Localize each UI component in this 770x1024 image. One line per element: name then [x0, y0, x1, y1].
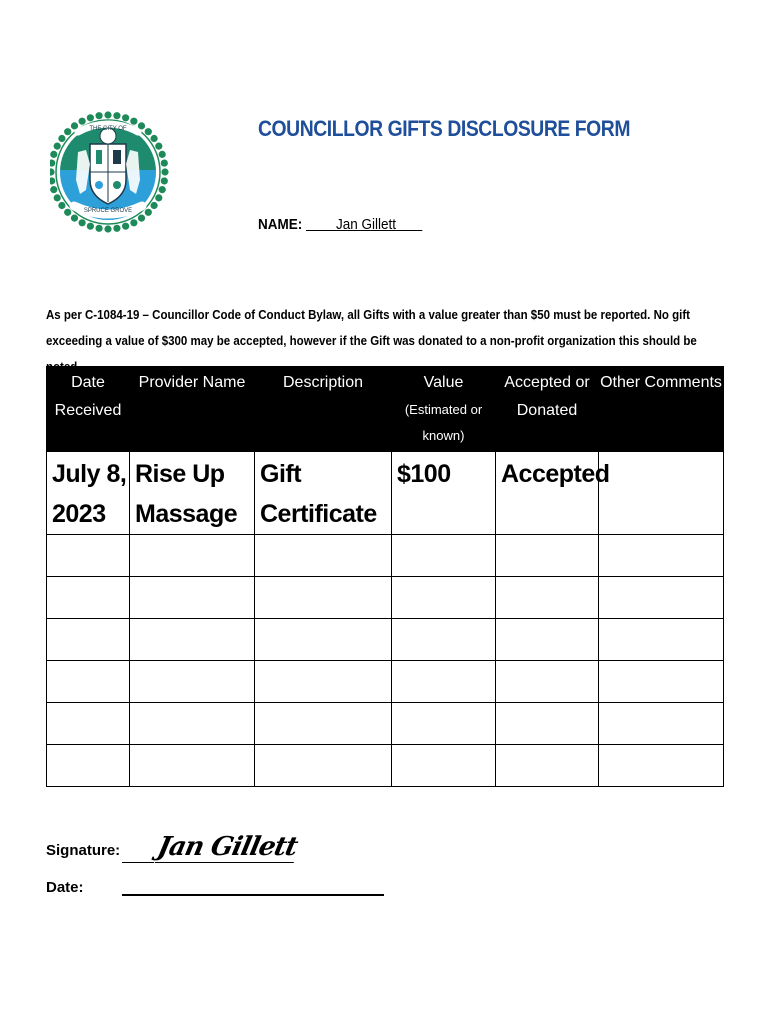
table-row: [47, 535, 724, 577]
seal-bead: [145, 209, 152, 216]
city-seal-logo: [50, 72, 170, 272]
seal-bead: [50, 177, 55, 184]
empty-cell[interactable]: [255, 703, 392, 745]
empty-cell[interactable]: [255, 661, 392, 703]
seal-bead: [113, 112, 120, 119]
empty-cell[interactable]: [130, 619, 255, 661]
seal-bottom-text: SPRUCE GROVE: [83, 208, 133, 214]
date-input-line[interactable]: [122, 878, 384, 896]
seal-bead: [151, 202, 158, 209]
empty-cell[interactable]: [599, 535, 724, 577]
empty-cell[interactable]: [255, 745, 392, 787]
date-label: Date:: [46, 879, 84, 896]
empty-cell[interactable]: [496, 661, 599, 703]
empty-cell[interactable]: [496, 535, 599, 577]
seal-bead: [122, 114, 129, 121]
seal-bead: [159, 186, 166, 193]
seal-bead: [145, 128, 152, 135]
empty-cell[interactable]: [47, 745, 130, 787]
empty-cell[interactable]: [496, 619, 599, 661]
table-row: [47, 661, 724, 703]
seal-bead: [87, 223, 94, 230]
empty-cell[interactable]: [392, 535, 496, 577]
header-description: Description: [255, 367, 392, 452]
empty-cell[interactable]: [392, 577, 496, 619]
header-value-sub: (Estimated or known): [404, 402, 483, 443]
seal-bead: [58, 135, 65, 142]
name-label: NAME:: [258, 216, 303, 233]
empty-cell[interactable]: [47, 619, 130, 661]
seal-bead: [113, 225, 120, 232]
seal-bead: [50, 151, 57, 158]
empty-cell[interactable]: [130, 703, 255, 745]
seal-bead: [95, 112, 102, 119]
table-row: [47, 703, 724, 745]
empty-cell[interactable]: [496, 577, 599, 619]
seal-bead: [122, 223, 129, 230]
seal-bead: [95, 225, 102, 232]
intro-paragraph: As per C-1084-19 – Councillor Code of Conduct Bylaw, all Gifts with a value greater than $50 must be reported. No gift exceeding a value of $300 may be accepted, however if the Gift was donated to a non-profit organization this should be: [46, 307, 697, 348]
seal-bead: [71, 215, 78, 222]
empty-cell[interactable]: [130, 745, 255, 787]
table-row: [47, 452, 724, 535]
seal-bead: [155, 143, 162, 150]
header-accepted-donated: Accepted or Donated: [496, 367, 599, 452]
signature-value[interactable]: Jan Gillett: [155, 832, 301, 862]
seal-bead: [155, 194, 162, 201]
header-provider-name: Provider Name: [130, 367, 255, 452]
empty-cell[interactable]: [130, 577, 255, 619]
empty-cell[interactable]: [496, 745, 599, 787]
gifts-table: [46, 366, 724, 787]
empty-cell[interactable]: [392, 661, 496, 703]
cell-description[interactable]: Gift Certificate: [255, 452, 392, 535]
name-value[interactable]: Jan Gillett: [336, 216, 397, 233]
empty-cell[interactable]: [392, 703, 496, 745]
signature-label: Signature:: [46, 842, 121, 859]
table-header-row: [47, 367, 724, 452]
seal-bead: [130, 118, 137, 125]
empty-cell[interactable]: [599, 661, 724, 703]
empty-cell[interactable]: [392, 619, 496, 661]
seal-bead: [87, 114, 94, 121]
empty-cell[interactable]: [130, 661, 255, 703]
header-value: Value (Estimated or known): [392, 367, 496, 452]
cell-accepted-donated[interactable]: Accepted: [496, 452, 599, 535]
seal-bead: [58, 202, 65, 209]
seal-bead: [159, 151, 166, 158]
table-row: [47, 745, 724, 787]
seal-top-text: THE CITY OF: [89, 126, 127, 132]
seal-bead: [151, 135, 158, 142]
seal-bead: [50, 186, 57, 193]
name-field: [258, 216, 422, 233]
name-underline-right: [396, 216, 422, 233]
empty-cell[interactable]: [47, 661, 130, 703]
header-other-comments: Other Comments: [599, 367, 724, 452]
seal-bead: [50, 168, 55, 175]
empty-cell[interactable]: [47, 535, 130, 577]
empty-cell[interactable]: [392, 745, 496, 787]
signature-underline: [122, 844, 154, 863]
empty-cell[interactable]: [130, 535, 255, 577]
empty-cell[interactable]: [47, 577, 130, 619]
empty-cell[interactable]: [255, 577, 392, 619]
seal-bead: [130, 219, 137, 226]
empty-cell[interactable]: [255, 535, 392, 577]
seal-bead: [54, 143, 61, 150]
empty-cell[interactable]: [47, 703, 130, 745]
seal-bead: [138, 215, 145, 222]
seal-bead: [64, 209, 71, 216]
seal-bead: [54, 194, 61, 201]
seal-bead: [104, 111, 111, 118]
cell-value[interactable]: $100: [392, 452, 496, 535]
seal-bead: [161, 168, 168, 175]
seal-bead: [138, 122, 145, 129]
seal-bead: [161, 177, 168, 184]
date-field: [46, 878, 384, 896]
seal-bead: [71, 122, 78, 129]
seal-bead: [161, 159, 168, 166]
name-underline-left: [306, 216, 336, 233]
signature-field: [46, 832, 301, 863]
empty-cell[interactable]: [599, 619, 724, 661]
seal-icon: [50, 72, 170, 272]
table-row: [47, 577, 724, 619]
cell-provider-name[interactable]: Rise Up Massage: [130, 452, 255, 535]
seal-bead: [64, 128, 71, 135]
table-row: [47, 619, 724, 661]
seal-bead: [79, 219, 86, 226]
seal-bead: [79, 118, 86, 125]
empty-cell[interactable]: [255, 619, 392, 661]
seal-bead: [104, 225, 111, 232]
empty-cell[interactable]: [599, 577, 724, 619]
header-date-received: Date Received: [47, 367, 130, 452]
empty-cell[interactable]: [496, 703, 599, 745]
form-title: COUNCILLOR GIFTS DISCLOSURE FORM: [258, 116, 631, 141]
cell-date-received[interactable]: July 8, 2023: [47, 452, 130, 535]
empty-cell[interactable]: [599, 745, 724, 787]
seal-bead: [50, 159, 55, 166]
empty-cell[interactable]: [599, 703, 724, 745]
cell-other-comments[interactable]: [599, 452, 724, 535]
